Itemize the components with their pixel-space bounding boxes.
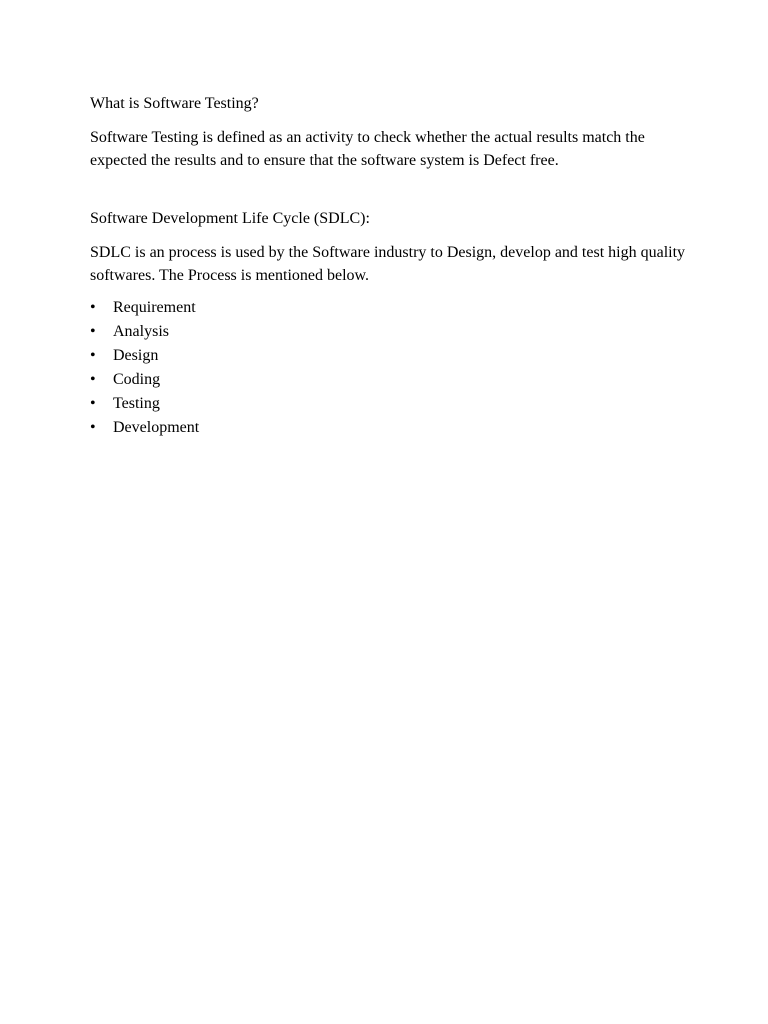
paragraph-software-testing-definition: Software Testing is defined as an activity to check whether the actual results match the expected the results and to ensure that the software system is Defect free.: [90, 129, 645, 169]
list-item: [90, 320, 700, 344]
list-item-label: Coding: [113, 371, 161, 388]
sdlc-steps-list: [90, 296, 700, 440]
bullet-icon: •: [90, 395, 96, 412]
list-item: [90, 368, 700, 392]
list-item-label: Requirement: [113, 299, 196, 316]
list-item-label: Analysis: [113, 323, 169, 340]
list-item: [90, 296, 700, 320]
bullet-icon: •: [90, 323, 96, 340]
list-item-label: Design: [113, 347, 159, 364]
section-heading-software-testing: What is Software Testing?: [90, 95, 259, 112]
list-item: [90, 416, 700, 440]
bullet-icon: •: [90, 419, 96, 436]
bullet-icon: •: [90, 299, 96, 316]
bullet-icon: •: [90, 371, 96, 388]
list-item-label: Testing: [113, 395, 160, 412]
document-body: [90, 92, 700, 440]
bullet-icon: •: [90, 347, 96, 364]
paragraph-sdlc-description: SDLC is an process is used by the Software industry to Design, develop and test high quality softwares. The Process is mentioned below.: [90, 244, 686, 284]
list-item: [90, 392, 700, 416]
list-item: [90, 344, 700, 368]
section-heading-sdlc: Software Development Life Cycle (SDLC):: [90, 210, 370, 227]
list-item-label: Development: [113, 419, 200, 436]
